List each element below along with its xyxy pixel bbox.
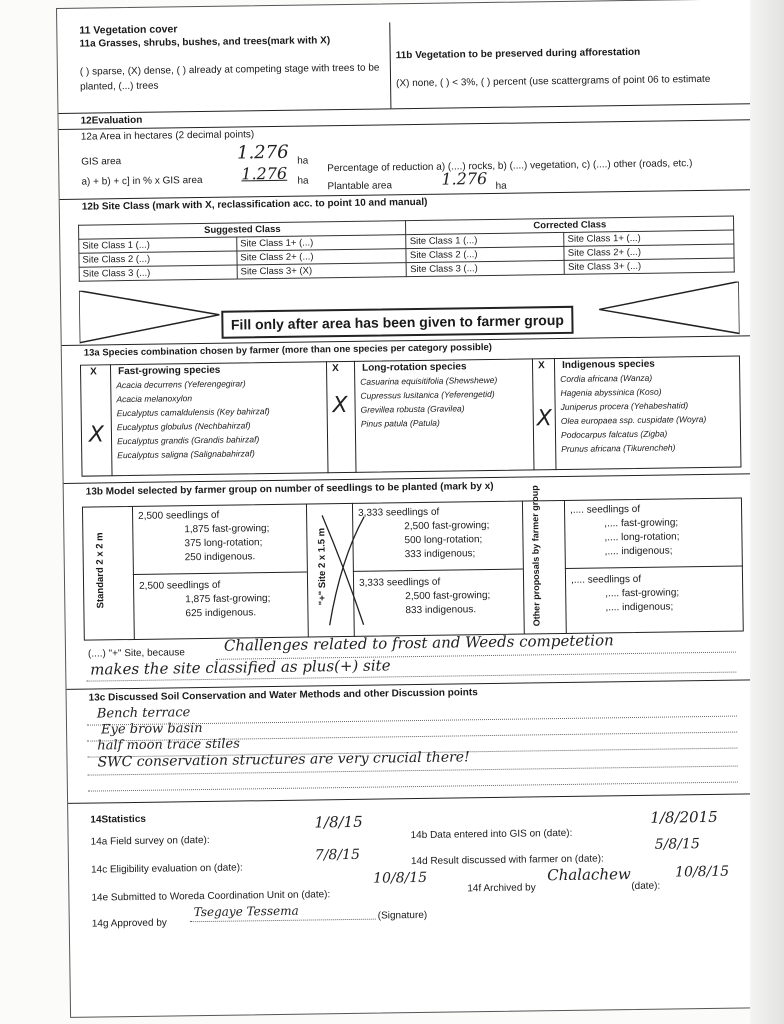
species-item: Cupressus lusitanica (Yeferengetid): [360, 388, 495, 401]
archived-date: 10/8/15: [675, 863, 730, 881]
divider: [59, 119, 761, 130]
site-class-cell: Site Class 2 (...): [406, 246, 564, 262]
line: ,.... indigenous;: [605, 601, 674, 614]
plus-site-because-label: (....) "+" Site, because: [87, 647, 185, 660]
species-item: Eucalyptus globulus (Nechbahirzaf): [116, 420, 251, 433]
x-header: X: [537, 360, 545, 372]
line: 250 indigenous.: [184, 551, 256, 564]
line: 2,500 seedlings of: [139, 579, 221, 592]
field-survey-label: 14a Field survey on (date):: [90, 834, 210, 848]
line: 3,333 seedlings of: [358, 506, 440, 519]
line: 500 long-rotation;: [404, 534, 483, 547]
species-item: Acacia melanoxylon: [116, 393, 193, 405]
discussion-item: SWC conservation structures are very crucial there!: [97, 749, 470, 771]
species-item: Eucalyptus saligna (Salignabahirzaf): [117, 448, 255, 461]
species-item: Eucalyptus grandis (Grandis bahirzaf): [116, 434, 260, 447]
section-11b-options: (X) none, ( ) < 3%, ( ) percent (use scattergrams of point 06 to estimate: [396, 73, 711, 90]
line: 1,875 fast-growing;: [184, 523, 270, 536]
species-item: Eucalyptus camaldulensis (Key bahirzaf): [116, 406, 270, 419]
section-14-title: 14Statistics: [90, 813, 147, 826]
section-13a-title: 13a Species combination chosen by farmer (more than one species per category possible): [83, 341, 492, 359]
long-rotation-header: Long-rotation species: [361, 361, 467, 374]
other-proposals-label: Other proposals by farmer group: [529, 485, 542, 627]
discussion-item: Bench terrace: [96, 705, 191, 722]
site-class-cell: Site Class 1+ (...): [564, 230, 734, 246]
ha-label: ha: [495, 180, 507, 192]
other-b-block: [571, 572, 679, 616]
gis-entry-label: 14b Data entered into GIS on (date):: [410, 827, 573, 842]
calc-area-label: a) + b) + c] in % x GIS area: [81, 174, 203, 188]
line: 625 indigenous.: [185, 607, 257, 620]
discussed-label: 14d Result discussed with farmer on (date):: [410, 853, 604, 868]
standard-label: Standard 2 x 2 m: [94, 532, 107, 609]
standard-a-block: [138, 508, 270, 566]
ha-label: ha: [297, 155, 309, 167]
plus-a-block: [358, 505, 490, 563]
form-sheet: [56, 0, 774, 1018]
line: 2,500 fast-growing;: [404, 520, 490, 533]
line: ,.... fast-growing;: [604, 517, 679, 530]
gis-entry-date: 1/8/2015: [650, 807, 718, 827]
site-class-cell: Site Class 1+ (...): [237, 235, 407, 251]
x-checkmark: X: [88, 422, 105, 448]
submitted-label: 14e Submitted to Woreda Coordination Unit on (date):: [91, 889, 331, 904]
x-header: X: [90, 366, 97, 378]
plus-b-block: [359, 575, 491, 619]
plantable-area-label: Plantable area: [327, 180, 393, 193]
other-a-block: [570, 502, 680, 560]
section-12b-title: 12b Site Class (mark with X, reclassification acc. to point 10 and manual): [81, 196, 428, 213]
line: ,.... fast-growing;: [605, 587, 680, 600]
archived-by-name: Chalachew: [547, 865, 631, 885]
section-11a-options: ( ) sparse, (X) dense, ( ) already at competing stage with trees to be planted, (...) trees: [79, 62, 380, 93]
discussed-date: 5/8/15: [654, 836, 700, 853]
line: 833 indigenous.: [405, 604, 477, 617]
site-class-table: [78, 216, 735, 282]
species-item: Juniperus procera (Yehabeshatid): [560, 400, 689, 412]
archived-date-label: (date):: [631, 880, 661, 893]
eligibility-date: 7/8/15: [314, 846, 361, 864]
dotted-line: [190, 919, 376, 923]
hand-x-mark: [318, 509, 370, 630]
field-survey-date: 1/8/15: [314, 812, 363, 832]
standard-b-block: [139, 578, 271, 622]
site-class-cell: Site Class 3 (...): [407, 260, 565, 276]
species-item: Podocarpus falcatus (Zigba): [560, 428, 668, 440]
line: ,.... seedlings of: [570, 573, 642, 586]
indigenous-header: Indigenous species: [561, 358, 655, 371]
gis-area-value: 1.276: [236, 141, 289, 164]
species-item: Pinus patula (Patula): [360, 417, 440, 429]
page-edge-shadow: [750, 0, 784, 1024]
species-item: Prunus africana (Tikurencheh): [561, 442, 676, 454]
line: ,.... seedlings of: [569, 503, 641, 516]
divider: [58, 103, 760, 114]
fast-growing-header: Fast-growing species: [118, 364, 221, 378]
archived-label: 14f Archived by: [467, 882, 536, 895]
x-header: X: [331, 363, 339, 375]
site-class-cell: Site Class 2 (...): [79, 251, 237, 267]
species-item: Cordia africana (Wanza): [560, 372, 653, 384]
x-checkmark: X: [332, 392, 348, 419]
eligibility-label: 14c Eligibility evaluation on (date):: [90, 862, 243, 876]
site-class-cell: Site Class 1 (...): [79, 237, 237, 253]
discussion-item: half moon trace stiles: [97, 736, 240, 754]
dotted-line: [88, 782, 738, 792]
discussion-item: Eye brow basin: [100, 721, 203, 738]
corrected-class-header: Corrected Class: [406, 216, 734, 235]
section-11b-title: 11b Vegetation to be preserved during afforestation: [395, 46, 641, 62]
site-class-cell: Site Class 3+ (...): [564, 258, 734, 274]
x-checkmark: X: [536, 406, 553, 432]
site-class-cell: Site Class 2+ (...): [237, 249, 407, 265]
line: 2,500 fast-growing;: [405, 589, 491, 603]
calc-area-value: 1.276: [241, 163, 288, 184]
section-12a-title: 12a Area in hectares (2 decimal points): [80, 129, 255, 143]
plus-site-label: "+" Site 2 x 1.5 m: [316, 527, 329, 606]
reduction-label: Percentage of reduction a) (....) rocks, b) (....) vegetation, c) (....) other (roads, etc.): [327, 158, 693, 175]
section-13c-title: 13c Discussed Soil Conservation and Water Methods and other Discussion points: [88, 687, 478, 704]
section-11a-title: 11a Grasses, shrubs, bushes, and trees(mark with X): [79, 35, 331, 50]
species-item: Olea europaea ssp. cuspidate (Woyra): [560, 413, 707, 426]
line: 3,333 seedlings of: [358, 576, 441, 589]
fill-after-area-banner: Fill only after area has been given to farmer group: [221, 306, 573, 339]
line: 2,500 seedlings of: [138, 509, 220, 522]
divider: [389, 22, 391, 108]
site-class-cell: Site Class 1 (...): [406, 232, 564, 248]
species-item: Hagenia abyssinica (Koso): [560, 386, 662, 398]
line: ,.... long-rotation;: [604, 531, 680, 544]
approved-label: 14g Approved by: [91, 917, 167, 930]
signature-label: (Signature): [377, 909, 428, 922]
line: 1,875 fast-growing;: [185, 593, 271, 606]
species-item: Grevillea robusta (Gravilea): [360, 403, 465, 415]
species-item: Acacia decurrens (Yeferengegirar): [116, 378, 246, 391]
site-class-cell: Site Class 3 (...): [79, 265, 237, 281]
approved-by-name: Tsegaye Tessema: [193, 903, 299, 920]
because-handwriting-1: Challenges related to frost and Weeds competetion: [223, 631, 614, 655]
divider: [68, 793, 770, 804]
species-item: Casuarina equisitifolia (Shewshewe): [360, 374, 498, 387]
because-handwriting-2: makes the site classified as plus(+) site: [90, 656, 391, 679]
section-13b-title: 13b Model selected by farmer group on number of seedlings to be planted (mark by x): [85, 480, 494, 498]
section-12-title: 12Evaluation: [80, 114, 143, 127]
line: 375 long-rotation;: [184, 537, 263, 550]
suggested-class-header: Suggested Class: [79, 221, 407, 240]
submitted-date: 10/8/15: [373, 869, 428, 887]
section-11-title: 11 Vegetation cover: [79, 23, 178, 37]
line: ,.... indigenous;: [604, 545, 673, 558]
line: 333 indigenous;: [404, 548, 476, 561]
plantable-area-value: 1.276: [441, 168, 488, 189]
site-class-cell: Site Class 2+ (...): [564, 244, 734, 260]
ha-label: ha: [297, 175, 309, 187]
gis-area-label: GIS area: [81, 156, 122, 168]
site-class-cell: Site Class 3+ (X): [237, 263, 407, 279]
